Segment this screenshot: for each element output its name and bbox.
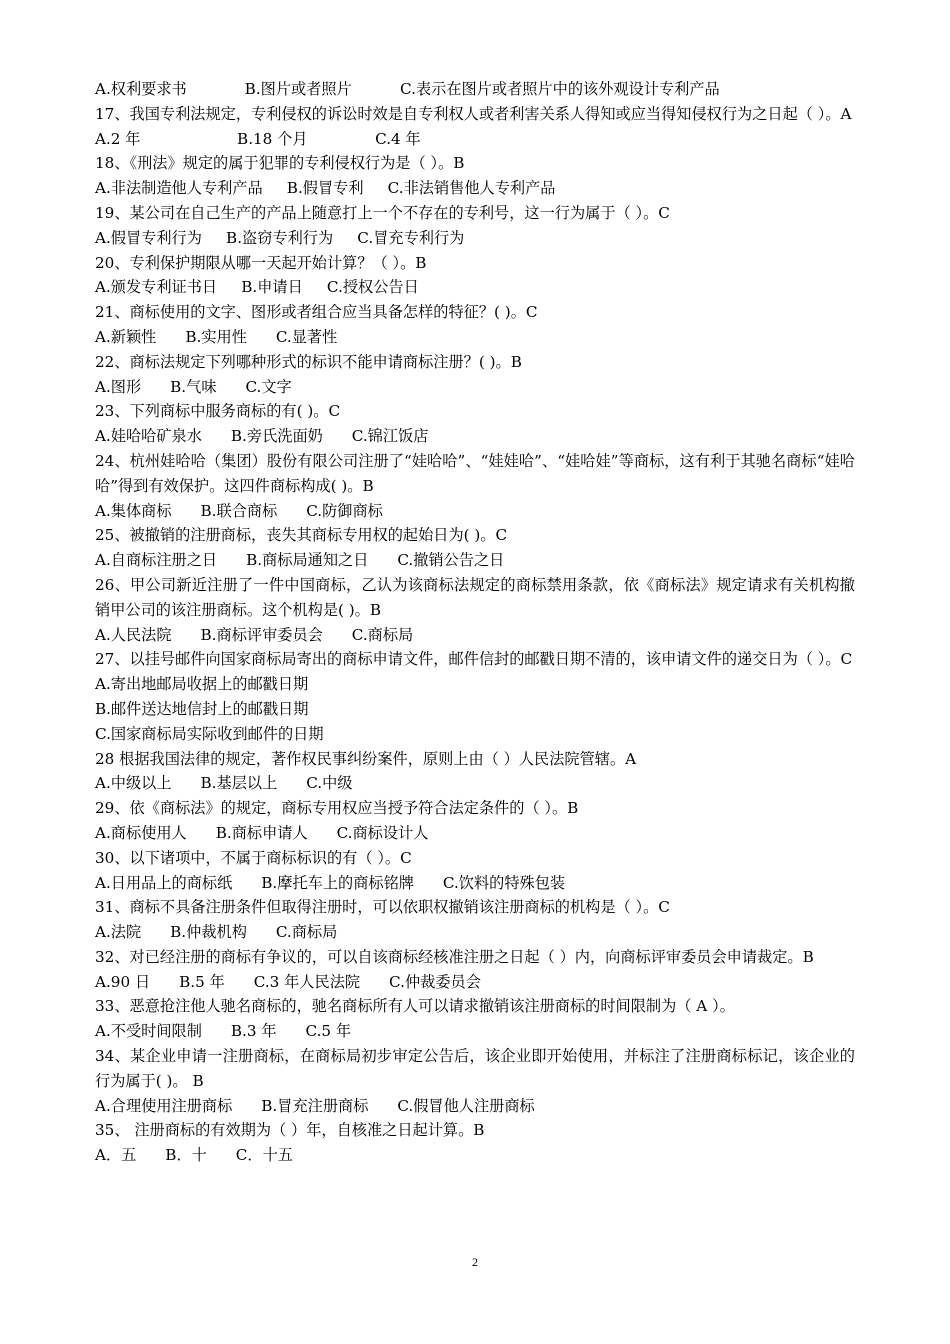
answer-options: B.邮件送达地信封上的邮戳日期 <box>95 699 309 718</box>
question-text: 31、商标不具备注册条件但取得注册时，可以依职权撤销该注册商标的机构是（ ）。C <box>95 898 670 917</box>
question-text: 27、以挂号邮件向国家商标局寄出的商标申请文件，邮件信封的邮戳日期不清的，该申请文件的递交日为（ ）。C <box>95 650 853 669</box>
answer-options: A.中级以上 B.基层以上 C.中级 <box>95 774 353 793</box>
answer-options: A.新颖性 B.实用性 C.显著性 <box>95 327 338 346</box>
question-text: 35、 注册商标的有效期为（ ）年，自核准之日起计算。B <box>95 1121 485 1140</box>
answer-options: A.90 日 B.5 年 C.3 年人民法院 C.仲裁委员会 <box>95 972 481 991</box>
answer-options: A.集体商标 B.联合商标 C.防御商标 <box>95 501 383 520</box>
question-text: 34、某企业申请一注册商标，在商标局初步审定公告后，该企业即开始使用，并标注了注册商标标记，该企业的行为属于( )。 B <box>95 1047 855 1090</box>
answer-options: A.权利要求书 B.图片或者照片 C.表示在图片或者照片中的该外观设计专利产品 <box>95 80 720 98</box>
answer-options: A.颁发专利证书日 B.申请日 C.授权公告日 <box>95 278 419 297</box>
question-text: 26、甲公司新近注册了一件中国商标，乙认为该商标法规定的商标禁用条款，依《商标法》规定请求有关机构撤销甲公司的该注册商标。这个机构是( )。B <box>95 575 855 619</box>
answer-options: A.寄出地邮局收据上的邮戳日期 <box>95 675 309 694</box>
answer-options: A.图形 B.气味 C.文字 <box>95 377 292 396</box>
answer-options: A.自商标注册之日 B.商标局通知之日 C.撤销公告之日 <box>95 551 505 570</box>
answer-options: A.商标使用人 B.商标申请人 C.商标设计人 <box>95 823 429 842</box>
question-text: 33、恶意抢注他人驰名商标的，驰名商标所有人可以请求撤销该注册商标的时间限制为（ A ）。 <box>95 997 735 1016</box>
question-text: 22、商标法规定下列哪种形式的标识不能申请商标注册？( )。B <box>95 352 522 371</box>
question-text: 21、商标使用的文字、图形或者组合应当具备怎样的特征？( )。C <box>95 303 538 322</box>
answer-options: A.2 年 B.18 个月 C.4 年 <box>95 129 421 148</box>
answer-options: A.娃哈哈矿泉水 B.旁氏洗面奶 C.锦江饭店 <box>95 427 429 446</box>
question-text: 29、依《商标法》的规定，商标专用权应当授予符合法定条件的（ ）。B <box>95 799 579 818</box>
question-text: 24、杭州娃哈哈（集团）股份有限公司注册了“娃哈哈”、“娃娃哈”、“娃哈娃”等商标，这有利于其驰名商标“娃哈哈”得到有效保护。这四件商标构成( )。B <box>95 451 855 495</box>
question-text: 25、被撤销的注册商标，丧失其商标专用权的起始日为( )。C <box>95 526 508 545</box>
page-number: 2 <box>472 1255 478 1269</box>
answer-options: A.非法制造他人专利产品 B.假冒专利 C.非法销售他人专利产品 <box>95 179 556 198</box>
answer-options: A.不受时间限制 B.3 年 C.5 年 <box>95 1022 352 1041</box>
question-text: 30、以下诸项中，不属于商标标识的有（ ）。C <box>95 848 412 867</box>
question-text: 32、对已经注册的商标有争议的，可以自该商标经核准注册之日起（ ）内，向商标评审委员会申请裁定。B <box>95 947 814 966</box>
answer-options: A.合理使用注册商标 B.冒充注册商标 C.假冒他人注册商标 <box>95 1096 535 1115</box>
answer-options: A.假冒专利行为 B.盗窃专利行为 C.冒充专利行为 <box>95 228 465 247</box>
answer-options: A.日用品上的商标纸 B.摩托车上的商标铭牌 C.饮料的特殊包装 <box>95 873 566 892</box>
question-text: 20、专利保护期限从哪一天起开始计算？（ ）。B <box>95 253 427 272</box>
answer-options: C.国家商标局实际收到邮件的日期 <box>95 724 324 743</box>
question-text: 23、下列商标中服务商标的有( )。C <box>95 402 341 421</box>
question-text: 19、某公司在自己生产的产品上随意打上一个不存在的专利号，这一行为属于（ ）。C <box>95 203 670 222</box>
question-text: 17、我国专利法规定，专利侵权的诉讼时效是自专利权人或者利害关系人得知或应当得知侵权行为之日起（ ）。A <box>95 104 852 123</box>
answer-options: A.法院 B.仲裁机构 C.商标局 <box>95 923 338 942</box>
question-list <box>95 77 855 1168</box>
question-text: 28 根据我国法律的规定，著作权民事纠纷案件，原则上由（ ）人民法院管辖。A <box>95 749 637 768</box>
question-text: 18、《刑法》规定的属于犯罪的专利侵权行为是（ ）。B <box>95 154 465 173</box>
answer-options: A.人民法院 B.商标评审委员会 C.商标局 <box>95 625 414 644</box>
answer-options: A．五 B．十 C．十五 <box>95 1146 293 1165</box>
